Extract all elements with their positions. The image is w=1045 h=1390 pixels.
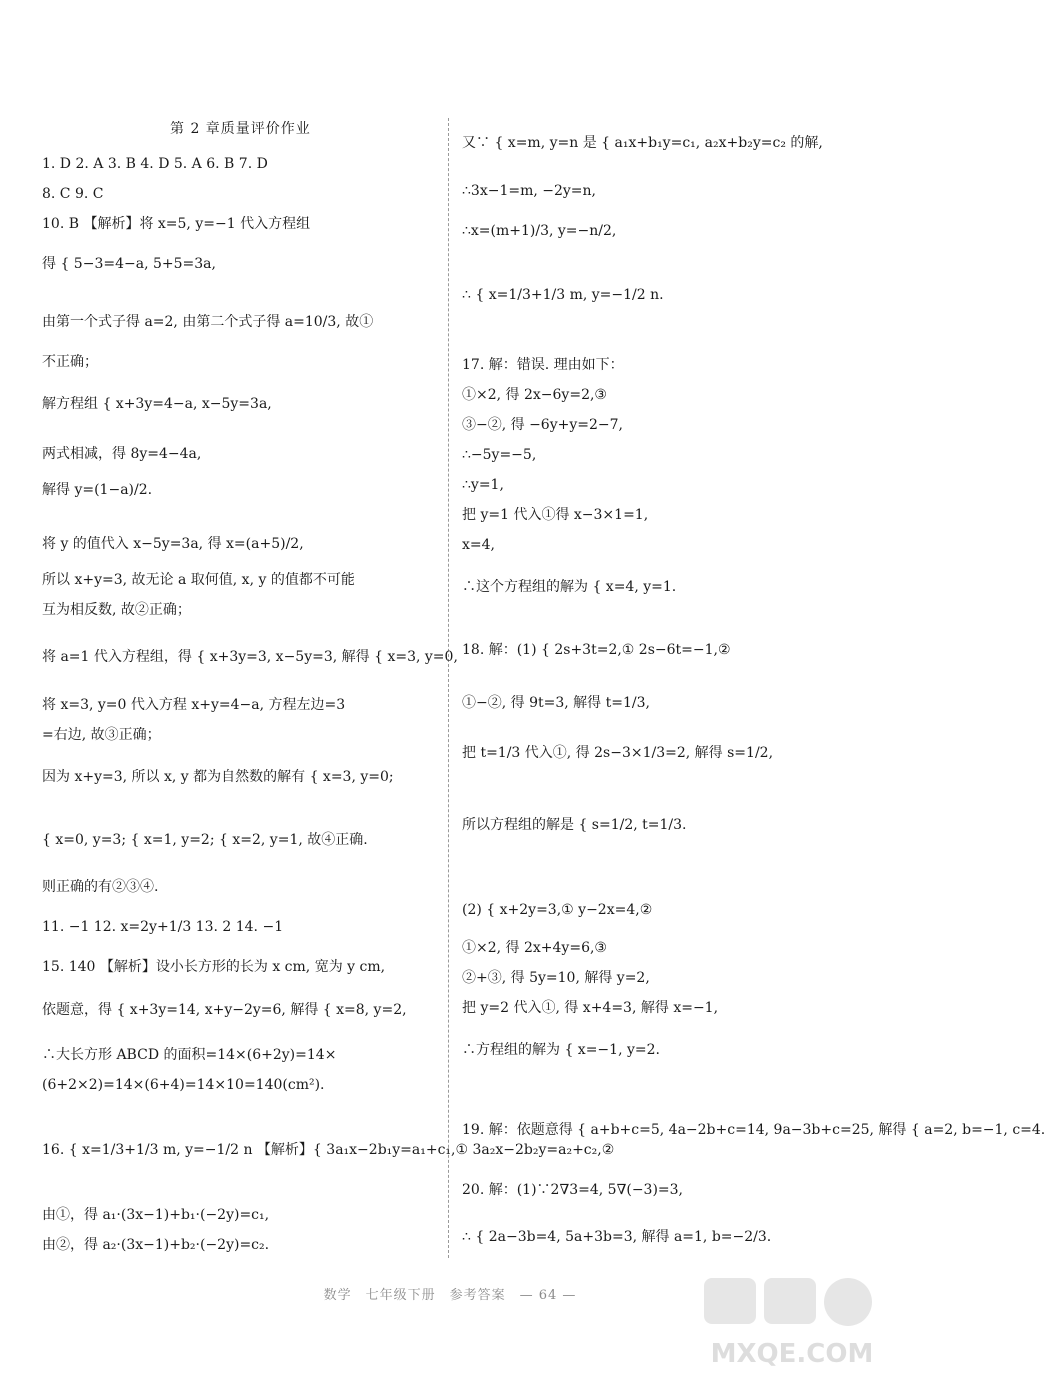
- answer-line: 16. { x=1/3+1/3 m, y=−1/2 n 【解析】{ 3a₁x−2b₁y=a₁+c₁,① 3a₂x−2b₂y=a₂+c₂,②: [42, 1142, 615, 1158]
- answer-line: 将 a=1 代入方程组，得 { x+3y=3, x−5y=3, 解得 { x=3, y=0,: [42, 649, 458, 665]
- watermark-logo: [702, 1276, 882, 1372]
- answer-line: (2) { x+2y=3,① y−2x=4,②: [462, 902, 653, 918]
- answer-line: 20. 解：(1)∵2∇3=4, 5∇(−3)=3,: [462, 1182, 684, 1198]
- column-divider: [448, 118, 449, 1258]
- answer-line: 把 y=2 代入①, 得 x+4=3, 解得 x=−1,: [462, 1000, 719, 1016]
- answer-line: 所以 x+y=3, 故无论 a 取何值, x, y 的值都不可能: [42, 572, 355, 588]
- section-title: 第 2 章质量评价作业: [170, 121, 311, 137]
- answer-line: ∴ { x=1/3+1/3 m, y=−1/2 n.: [462, 287, 664, 303]
- answer-line: ③−②, 得 −6y+y=2−7,: [462, 417, 623, 433]
- answer-line: 10. B 【解析】将 x=5, y=−1 代入方程组: [42, 216, 311, 232]
- answer-line: 解得 y=(1−a)/2.: [42, 482, 153, 498]
- answer-line: ∴方程组的解为 { x=−1, y=2.: [462, 1042, 660, 1058]
- page-footer: 数学 七年级下册 参考答案 — 64 —: [323, 1288, 577, 1303]
- answer-line: ∴x=(m+1)/3, y=−n/2,: [462, 223, 617, 239]
- answer-line: ∴大长方形 ABCD 的面积=14×(6+2y)=14×: [42, 1047, 337, 1063]
- answer-line: 8. C 9. C: [42, 186, 104, 202]
- answer-line: 不正确；: [42, 354, 98, 370]
- answer-line: 则正确的有②③④.: [42, 879, 159, 895]
- answer-line: 得 { 5−3=4−a, 5+5=3a,: [42, 256, 216, 272]
- answer-line: ②+③, 得 5y=10, 解得 y=2,: [462, 970, 650, 986]
- answer-line: 又∵ { x=m, y=n 是 { a₁x+b₁y=c₁, a₂x+b₂y=c₂ 的解,: [462, 135, 823, 151]
- answer-line: ①−②, 得 9t=3, 解得 t=1/3,: [462, 695, 650, 711]
- answer-line: ∴y=1,: [462, 477, 504, 493]
- answer-line: ①×2, 得 2x−6y=2,③: [462, 387, 607, 403]
- answer-line: (6+2×2)=14×(6+4)=14×10=140(cm²).: [42, 1077, 325, 1093]
- answer-line: ①×2, 得 2x+4y=6,③: [462, 940, 607, 956]
- answer-line: 19. 解：依题意得 { a+b+c=5, 4a−2b+c=14, 9a−3b+c=25, 解得 { a=2, b=−1, c=4.: [462, 1122, 1045, 1138]
- answer-line: x=4,: [462, 537, 495, 553]
- answer-line: 15. 140 【解析】设小长方形的长为 x cm, 宽为 y cm,: [42, 959, 386, 975]
- answer-line: 依题意，得 { x+3y=14, x+y−2y=6, 解得 { x=8, y=2,: [42, 1002, 407, 1018]
- answer-line: { x=0, y=3; { x=1, y=2; { x=2, y=1, 故④正确.: [42, 832, 368, 848]
- answer-line: ∴3x−1=m, −2y=n,: [462, 183, 596, 199]
- answer-line: 将 x=3, y=0 代入方程 x+y=4−a, 方程左边=3: [42, 697, 346, 713]
- answer-line: 由①，得 a₁·(3x−1)+b₁·(−2y)=c₁,: [42, 1207, 270, 1223]
- answer-line: =右边, 故③正确；: [42, 727, 161, 743]
- answer-line: 18. 解：(1) { 2s+3t=2,① 2s−6t=−1,②: [462, 642, 731, 658]
- answer-line: 把 t=1/3 代入①, 得 2s−3×1/3=2, 解得 s=1/2,: [462, 745, 774, 761]
- answer-line: 解方程组 { x+3y=4−a, x−5y=3a,: [42, 396, 272, 412]
- answer-line: ∴−5y=−5,: [462, 447, 537, 463]
- answer-line: 由第一个式子得 a=2, 由第二个式子得 a=10/3, 故①: [42, 314, 374, 330]
- answer-line: 互为相反数, 故②正确；: [42, 602, 191, 618]
- answer-line: 把 y=1 代入①得 x−3×1=1,: [462, 507, 649, 523]
- watermark-text: MXQE.COM: [710, 1339, 874, 1369]
- answer-line: 两式相减，得 8y=4−4a,: [42, 446, 202, 462]
- answer-line: 11. −1 12. x=2y+1/3 13. 2 14. −1: [42, 919, 284, 935]
- answer-line: ∴ { 2a−3b=4, 5a+3b=3, 解得 a=1, b=−2/3.: [462, 1229, 772, 1245]
- answer-line: 1. D 2. A 3. B 4. D 5. A 6. B 7. D: [42, 156, 268, 172]
- answer-line: ∴这个方程组的解为 { x=4, y=1.: [462, 579, 677, 595]
- answer-line: 由②，得 a₂·(3x−1)+b₂·(−2y)=c₂.: [42, 1237, 270, 1253]
- answer-line: 因为 x+y=3, 所以 x, y 都为自然数的解有 { x=3, y=0;: [42, 769, 394, 785]
- answer-line: 将 y 的值代入 x−5y=3a, 得 x=(a+5)/2,: [42, 536, 304, 552]
- answer-line: 所以方程组的解是 { s=1/2, t=1/3.: [462, 817, 687, 833]
- answer-line: 17. 解：错误. 理由如下：: [462, 357, 624, 373]
